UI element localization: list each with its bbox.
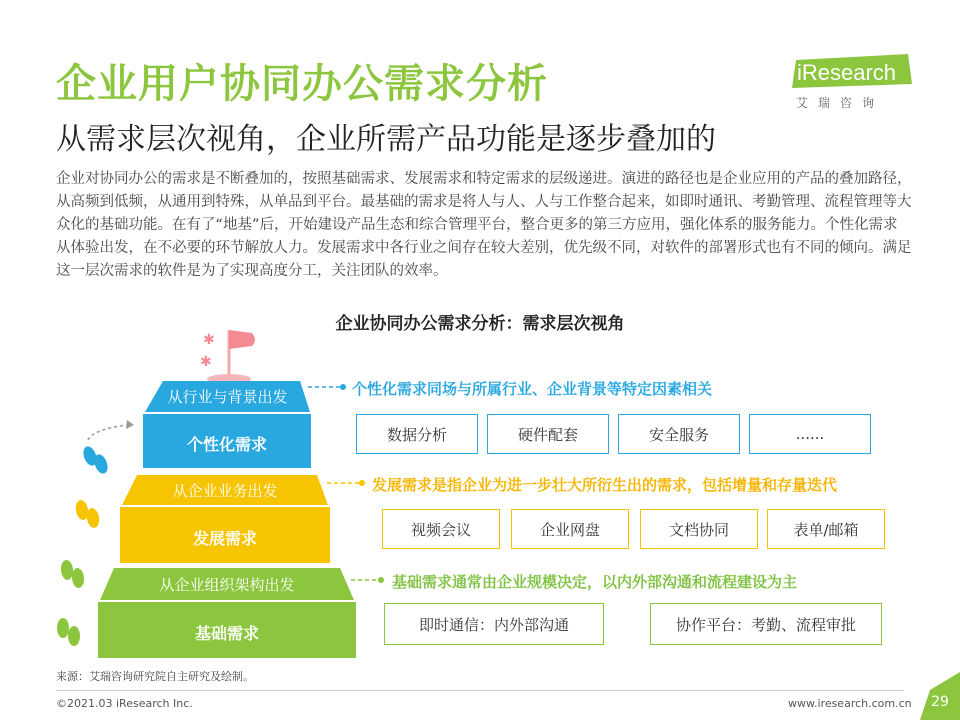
source-note: 来源：艾瑞咨询研究院自主研究及绘制。 (56, 670, 254, 683)
feature-box: 视频会议 (382, 509, 500, 549)
feature-box: 即时通信：内外部沟通 (384, 603, 604, 645)
tier-basic-description: 基础需求通常由企业规模决定，以内外部沟通和流程建设为主 (392, 573, 798, 591)
footprint-icon-yellow (74, 499, 100, 529)
tier-development-main-label: 发展需求 (192, 529, 257, 548)
footprint-icon-blue (81, 445, 110, 476)
svg-text:✱: ✱ (203, 332, 215, 348)
connector-basic (351, 577, 384, 583)
footer-divider (56, 690, 904, 691)
intro-paragraph: 企业对协同办公的需求是不断叠加的，按照基础需求、发展需求和特定需求的层级递进。演进的路径也是企业应用的产品的叠加路径，从高频到低频，从通用到特殊，从单品到平台。最基础的需求是将人与人、人与工作整合起来，如即时通讯、考勤管理、流程管理等大众化的基础功能。在有了“地基”后，开始建设产品生态和综合管理平台，整合更多的第三方应用，强化体系的服务能力。个性化需求从体验出发，在不必要的环节解放人力。发展需求中各行业之间存在较大差别，优先级不同，对软件的部署形式也有不同的倾向。满足这一层次需求的软件是为了实现高度分工，关注团队的效率。 (56, 171, 912, 279)
feature-box: 企业网盘 (511, 509, 629, 549)
logo-cn-text: 艾瑞咨询 (796, 96, 885, 110)
tier-development-sub-label: 从企业业务出发 (172, 482, 278, 500)
feature-box: 协作平台：考勤、流程审批 (650, 603, 882, 645)
feature-box: 数据分析 (356, 414, 478, 454)
connector-personal (308, 384, 346, 390)
tier-personal-description: 个性化需求同场与所属行业、企业背景等特定因素相关 (352, 380, 713, 398)
tier-personal-sub-label: 从行业与背景出发 (167, 388, 288, 406)
tier-personal-main-label: 个性化需求 (186, 435, 267, 454)
feature-box: 安全服务 (618, 414, 740, 454)
connector-development (327, 480, 365, 486)
tier-basic-sub-label: 从企业组织架构出发 (159, 576, 295, 594)
page-subtitle: 从需求层次视角，企业所需产品功能是逐步叠加的 (56, 122, 716, 157)
copyright: ©2021.03 iResearch Inc. (56, 697, 193, 710)
svg-text:✱: ✱ (200, 354, 212, 370)
tier-basic-main-label: 基础需求 (194, 624, 259, 643)
feature-box: ...... (749, 414, 871, 454)
website-url[interactable]: www.iresearch.com.cn (788, 697, 912, 710)
progress-arrow-icon (88, 420, 134, 440)
page-title: 企业用户协同办公需求分析 (56, 61, 548, 107)
footprint-icon-green-lower (57, 618, 80, 646)
feature-box: 文档协同 (640, 509, 758, 549)
feature-box: 表单/邮箱 (767, 509, 885, 549)
sparkle-icon (200, 332, 215, 370)
page-number: 29 (931, 694, 949, 710)
diagram-title: 企业协同办公需求分析：需求层次视角 (335, 314, 625, 334)
tier-development-description: 发展需求是指企业为进一步壮大所衍生出的需求，包括增量和存量迭代 (372, 476, 838, 494)
logo-text: iResearch (797, 60, 897, 85)
footprint-icon-green (60, 560, 85, 589)
feature-box: 硬件配套 (487, 414, 609, 454)
